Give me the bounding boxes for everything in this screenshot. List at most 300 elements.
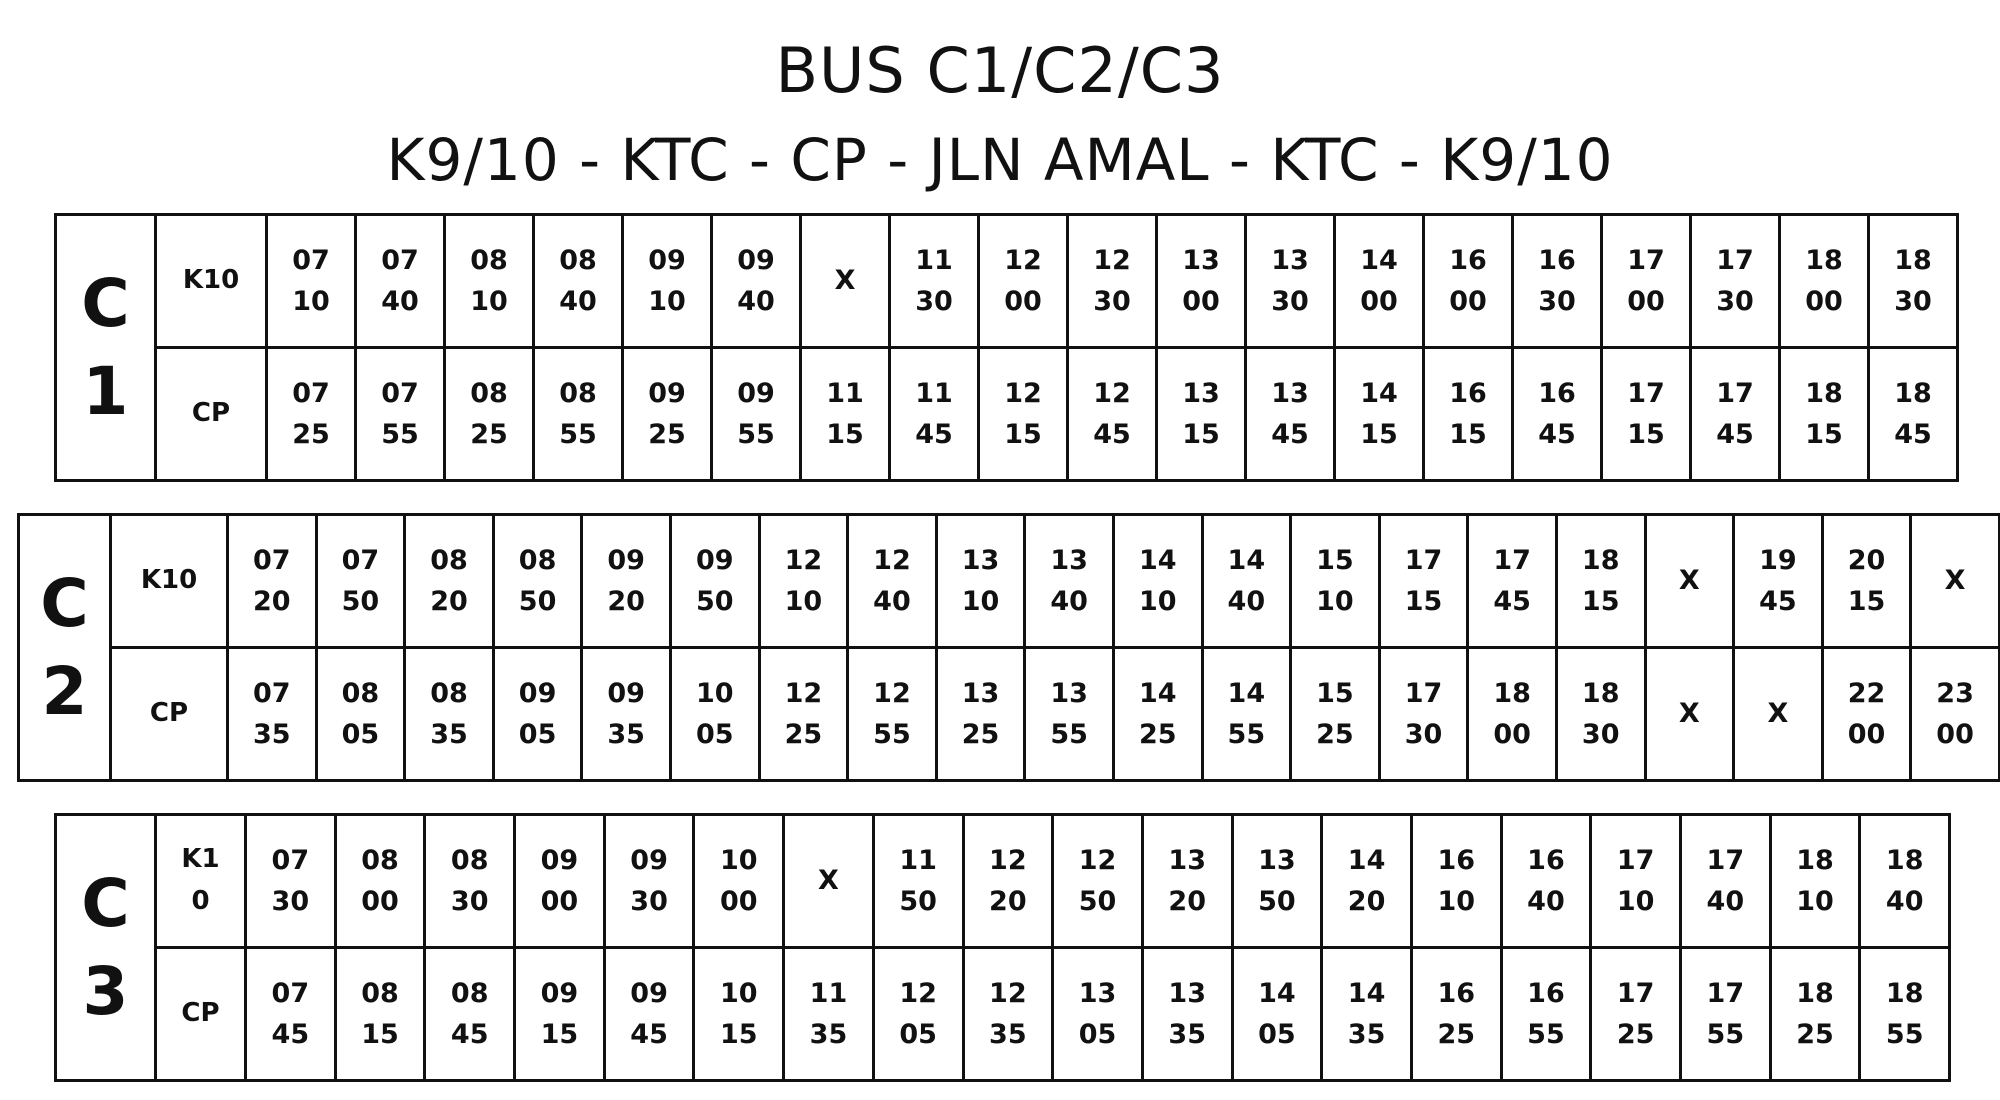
time-minute: 30 [1404,719,1443,750]
time-hour: 13 [1182,377,1220,409]
time-minute: 00 [540,886,579,917]
bus-label [19,515,111,781]
time-hour: 20 [1847,544,1886,576]
time-cell [534,348,623,481]
time-hour: 12 [784,677,823,709]
time-hour: 14 [1138,677,1177,709]
time-minute: 45 [1894,419,1932,450]
time-minute: 15 [1581,586,1620,617]
stop-label: CP [111,648,228,781]
time-hour: 17 [1706,844,1745,876]
time-hour: 18 [1894,377,1932,409]
time-hour: 13 [1050,677,1088,709]
time-cell [1322,948,1412,1081]
time-minute: 10 [784,586,823,617]
time-cell [936,515,1025,648]
time-cell [1232,815,1322,948]
time-minute: 50 [695,586,734,617]
time-hour: 13 [1050,544,1088,576]
time-cell [1232,948,1322,1081]
time-hour: 09 [540,977,579,1009]
time-hour: 14 [1138,544,1177,576]
time-cell [335,948,425,1081]
time-minute: 55 [873,719,911,750]
time-minute: 50 [1078,886,1117,917]
route-subtitle: K9/10 - KTC - CP - JLN AMAL - KTC - K9/10 [386,126,1614,194]
time-minute: 15 [1805,419,1843,450]
time-hour: 08 [361,844,399,876]
time-cell [1411,948,1501,1081]
time-hour: 13 [1182,244,1220,276]
time-cell [604,948,694,1081]
time-cell [873,948,963,1081]
time-hour: 12 [989,977,1027,1009]
time-minute: 45 [630,1019,668,1050]
time-hour: 16 [1527,844,1565,876]
time-minute: 35 [1347,1019,1386,1050]
time-minute: 00 [1627,286,1665,317]
time-minute: 45 [915,419,953,450]
time-cell [979,348,1068,481]
time-cell [493,648,582,781]
time-minute: 30 [271,886,310,917]
time-cell [1770,948,1860,1081]
time-minute: 50 [1258,886,1296,917]
time-cell [1869,348,1958,481]
time-hour: 16 [1538,377,1576,409]
time-hour: 09 [648,377,686,409]
k10-row [19,515,2000,648]
time-hour: 11 [915,377,953,409]
time-minute: 10 [1796,886,1834,917]
time-minute: 45 [1538,419,1576,450]
time-minute: 00 [1493,719,1531,750]
time-hour: 08 [341,677,380,709]
time-minute: 40 [1885,886,1924,917]
time-minute: 40 [1706,886,1745,917]
time-cell [963,948,1053,1081]
stop-label: K10 [111,515,228,648]
time-hour: 15 [1316,677,1354,709]
time-hour: 08 [430,677,468,709]
time-cell [1202,648,1291,781]
time-minute: 10 [1437,886,1476,917]
time-hour: 18 [1493,677,1531,709]
time-hour: 07 [292,244,330,276]
time-minute: 55 [1227,719,1266,750]
time-minute: 15 [1404,586,1443,617]
time-minute: 55 [1050,719,1088,750]
time-hour: 11 [915,244,953,276]
time-cell [1501,948,1591,1081]
time-hour: 18 [1805,377,1843,409]
time-cell [1424,215,1513,348]
no-service-cell [1645,648,1734,781]
time-minute: 30 [450,886,489,917]
time-minute: 45 [1716,419,1754,450]
time-hour: 23 [1936,677,1974,709]
time-minute: 35 [430,719,468,750]
time-hour: 18 [1894,244,1932,276]
time-minute: 55 [1527,1019,1565,1050]
time-cell [1591,815,1681,948]
time-cell [1113,515,1202,648]
time-hour: X [1767,698,1789,730]
time-hour: 07 [253,677,291,709]
time-hour: 18 [1581,544,1620,576]
time-cell [405,515,494,648]
time-hour: 12 [1093,244,1131,276]
time-minute: 00 [1360,286,1398,317]
time-hour: 17 [1616,844,1655,876]
time-cell [534,215,623,348]
time-cell [1142,948,1232,1081]
time-cell [1053,948,1143,1081]
time-hour: 07 [253,544,291,576]
time-cell [1246,215,1335,348]
time-cell [445,348,534,481]
time-minute: 30 [1271,286,1309,317]
time-hour: 13 [1168,844,1206,876]
no-service-cell [1734,648,1823,781]
time-minute: 10 [292,286,330,317]
time-minute: 00 [1936,719,1974,750]
time-hour: 17 [1716,377,1754,409]
time-hour: 08 [361,977,399,1009]
time-minute: 30 [1093,286,1131,317]
time-minute: 25 [1796,1019,1834,1050]
time-hour: 12 [784,544,823,576]
time-hour: 14 [1360,244,1398,276]
time-cell [873,815,963,948]
time-minute: 20 [1347,886,1386,917]
time-cell [963,815,1053,948]
time-hour: 12 [1004,377,1042,409]
time-hour: 17 [1627,244,1665,276]
time-minute: 35 [253,719,291,750]
time-cell [1513,215,1602,348]
time-cell [1780,215,1869,348]
cp-row [56,348,1958,481]
time-minute: 40 [1050,586,1088,617]
time-hour: 07 [381,377,419,409]
time-cell [1068,348,1157,481]
time-cell [405,648,494,781]
time-hour: 15 [1316,544,1354,576]
time-hour: 16 [1437,977,1476,1009]
time-minute: 15 [1182,419,1220,450]
time-minute: 30 [630,886,668,917]
time-minute: 00 [719,886,758,917]
time-minute: 30 [1716,286,1754,317]
time-hour: 08 [518,544,557,576]
time-cell [1780,348,1869,481]
time-hour: 14 [1227,544,1266,576]
bus-label-part: 3 [82,952,129,1030]
time-hour: 09 [518,677,557,709]
bus-c3-table [54,813,1951,1082]
time-cell [1379,515,1468,648]
time-hour: 09 [648,244,686,276]
time-hour: X [1944,565,1966,597]
time-hour: 18 [1885,977,1924,1009]
time-cell [1911,648,2000,781]
time-minute: 20 [607,586,645,617]
time-minute: 35 [989,1019,1027,1050]
time-hour: 08 [450,844,489,876]
time-hour: X [1678,698,1700,730]
time-hour: 17 [1706,977,1745,1009]
time-hour: 17 [1716,244,1754,276]
time-minute: 50 [899,886,937,917]
time-cell [890,215,979,348]
time-cell [936,648,1025,781]
time-cell [425,948,515,1081]
time-minute: 40 [559,286,597,317]
time-cell [1860,815,1950,948]
time-minute: 25 [470,419,508,450]
no-service-cell [801,215,890,348]
time-hour: 13 [1168,977,1206,1009]
time-cell [623,215,712,348]
time-hour: 18 [1581,677,1620,709]
time-cell [1335,348,1424,481]
time-minute: 00 [1847,719,1886,750]
time-cell [759,515,848,648]
time-hour: 10 [695,677,734,709]
time-hour: 09 [737,377,775,409]
time-minute: 15 [361,1019,399,1050]
time-hour: 16 [1538,244,1576,276]
time-minute: 45 [271,1019,310,1050]
time-hour: 09 [737,244,775,276]
time-hour: 16 [1437,844,1476,876]
time-minute: 00 [1182,286,1220,317]
time-hour: 12 [1004,244,1042,276]
time-hour: 16 [1449,377,1487,409]
time-minute: 20 [253,586,291,617]
time-minute: 30 [1538,286,1576,317]
bus-label-part: 2 [41,652,88,730]
time-minute: 25 [1437,1019,1476,1050]
time-cell [582,515,671,648]
time-minute: 05 [1258,1019,1296,1050]
time-minute: 40 [873,586,911,617]
time-minute: 05 [341,719,380,750]
time-hour: 12 [899,977,937,1009]
time-hour: 11 [809,977,848,1009]
time-cell [1681,815,1771,948]
time-hour: 09 [607,677,645,709]
time-hour: 08 [559,377,597,409]
bus-label-part: 1 [82,352,129,430]
time-cell [1157,348,1246,481]
time-hour: X [818,865,839,897]
time-cell [1468,515,1557,648]
time-hour: 11 [899,844,937,876]
time-minute: 35 [1168,1019,1206,1050]
time-minute: 15 [719,1019,758,1050]
page-title: BUS C1/C2/C3 [775,34,1225,107]
bus-label [56,815,156,1081]
time-hour: 12 [1078,844,1117,876]
time-cell [1869,215,1958,348]
time-cell [246,815,336,948]
time-cell [890,348,979,481]
time-minute: 30 [915,286,953,317]
stop-label: CP [156,348,267,481]
time-hour: 09 [540,844,579,876]
time-cell [1822,648,1911,781]
bus-label-part: C [81,265,130,343]
time-cell [267,215,356,348]
time-minute: 45 [1493,586,1531,617]
time-hour: 14 [1227,677,1266,709]
k10-row [56,215,1958,348]
time-cell [493,515,582,648]
time-cell [848,515,937,648]
time-hour: 07 [381,244,419,276]
time-minute: 45 [1271,419,1309,450]
time-hour: 17 [1404,544,1443,576]
time-cell [1691,348,1780,481]
time-cell [1053,815,1143,948]
bus-label-part: C [81,865,130,943]
time-minute: 50 [518,586,557,617]
time-hour: 18 [1796,844,1834,876]
time-hour: 19 [1759,544,1797,576]
time-cell [694,948,784,1081]
bus-c1-table [54,213,1959,482]
time-hour: 13 [961,677,1000,709]
time-cell [1411,815,1501,948]
time-hour: 16 [1449,244,1487,276]
time-hour: 18 [1796,977,1834,1009]
time-cell [1291,515,1380,648]
time-minute: 05 [695,719,734,750]
time-hour: 17 [1627,377,1665,409]
time-minute: 40 [1227,586,1266,617]
time-hour: 17 [1616,977,1655,1009]
time-cell [356,348,445,481]
no-service-cell [784,815,874,948]
time-minute: 25 [784,719,823,750]
stop-label: CP [156,948,246,1081]
bus-label-part: C [40,565,89,643]
time-cell [1291,648,1380,781]
time-minute: 40 [381,286,419,317]
time-minute: 55 [381,419,419,450]
time-minute: 45 [450,1019,489,1050]
time-cell [515,815,605,948]
time-minute: 55 [1885,1019,1924,1050]
time-minute: 10 [1138,586,1177,617]
time-minute: 15 [1360,419,1398,450]
time-cell [1556,648,1645,781]
time-cell [1335,215,1424,348]
time-cell [1860,948,1950,1081]
cp-row [56,948,1950,1081]
time-cell [1822,515,1911,648]
time-cell [1025,515,1114,648]
time-minute: 05 [1078,1019,1117,1050]
time-minute: 30 [1581,719,1620,750]
time-hour: 13 [961,544,1000,576]
time-cell [784,948,874,1081]
time-hour: 17 [1404,677,1443,709]
time-hour: 09 [607,544,645,576]
time-minute: 40 [737,286,775,317]
time-hour: 10 [719,977,758,1009]
cp-row [19,648,2000,781]
time-hour: 14 [1258,977,1296,1009]
time-cell [1424,348,1513,481]
time-cell [1322,815,1412,948]
time-minute: 15 [540,1019,579,1050]
time-cell [801,348,890,481]
time-cell [623,348,712,481]
time-minute: 25 [1138,719,1177,750]
time-cell [1202,515,1291,648]
time-minute: 15 [826,419,864,450]
bus-label [56,215,156,481]
time-cell [1142,815,1232,948]
time-cell [1025,648,1114,781]
time-minute: 00 [1805,286,1843,317]
time-minute: 20 [430,586,468,617]
time-hour: 12 [873,677,911,709]
time-cell [604,815,694,948]
time-hour: 18 [1885,844,1924,876]
time-cell [1681,948,1771,1081]
time-minute: 00 [1449,286,1487,317]
time-hour: 08 [559,244,597,276]
time-cell [1513,348,1602,481]
time-cell [670,648,759,781]
time-cell [356,215,445,348]
time-minute: 25 [648,419,686,450]
time-cell [1591,948,1681,1081]
time-minute: 10 [648,286,686,317]
time-cell [1068,215,1157,348]
time-cell [246,948,336,1081]
time-minute: 15 [1847,586,1886,617]
time-hour: 09 [695,544,734,576]
time-cell [848,648,937,781]
time-cell [335,815,425,948]
time-cell [515,948,605,1081]
time-minute: 30 [1894,286,1932,317]
time-hour: 09 [630,977,668,1009]
time-hour: 07 [271,844,310,876]
time-minute: 35 [607,719,645,750]
time-minute: 10 [1616,886,1655,917]
time-hour: X [834,265,856,297]
time-minute: 10 [470,286,508,317]
time-cell [1602,215,1691,348]
time-minute: 00 [361,886,399,917]
time-cell [694,815,784,948]
time-cell [670,515,759,648]
time-cell [1734,515,1823,648]
time-minute: 05 [518,719,557,750]
time-cell [1501,815,1591,948]
time-minute: 55 [559,419,597,450]
time-hour: 08 [470,377,508,409]
time-minute: 05 [899,1019,937,1050]
time-hour: 11 [826,377,864,409]
time-cell [1691,215,1780,348]
